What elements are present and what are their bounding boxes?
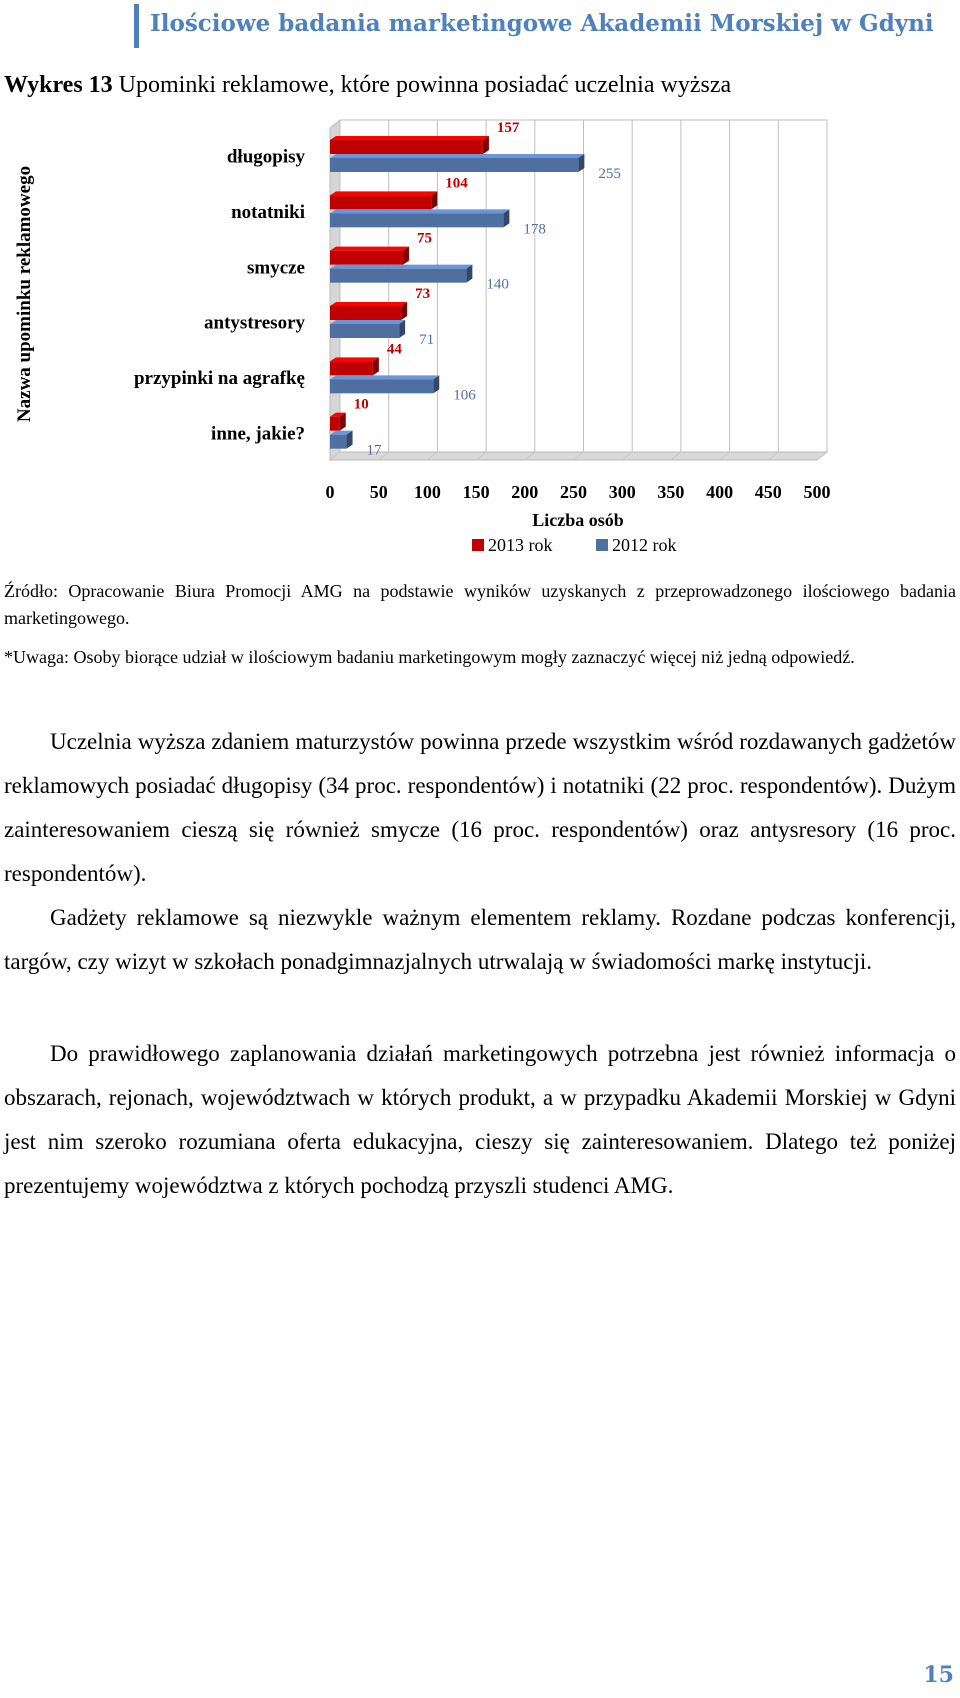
bar-2012rok: [330, 324, 399, 338]
category-label: długopisy: [226, 146, 305, 168]
bar-top-2013rok: [330, 357, 379, 361]
bar-2013rok: [330, 195, 431, 209]
legend-label: 2013 rok: [488, 535, 553, 555]
body-paragraph-1: Uczelnia wyższa zdaniem maturzystów powinna przede wszystkim wśród rozdawanych gadżetów reklamowych posiadać długopisy (34 proc. respondentów) i notatniki (22 proc. respondentów). Dużym zainteresowaniem cieszą się również smycze (16 proc. respondentów) oraz antysresory (16 proc. respondentów).: [4, 729, 956, 886]
data-label: 255: [598, 166, 621, 182]
data-label: 104: [445, 175, 468, 192]
x-tick-label: 200: [511, 482, 539, 502]
legend-swatch: [472, 539, 484, 551]
bar-2013rok: [330, 361, 373, 375]
bar-top-2013rok: [330, 136, 489, 140]
x-tick-label: 150: [462, 482, 490, 502]
bar-2012rok: [330, 213, 503, 227]
x-tick-label: 400: [706, 482, 734, 502]
legend: [472, 535, 677, 555]
legend-label: 2012 rok: [612, 535, 677, 555]
bar-top-2012rok: [330, 154, 584, 158]
figure-title: [4, 72, 731, 99]
category-label: antystresory: [204, 312, 305, 334]
bar-2012rok: [330, 269, 466, 283]
data-label: 10: [353, 396, 369, 413]
bar-2013rok: [330, 417, 340, 431]
bar-2013rok: [330, 306, 401, 320]
data-label: 73: [415, 286, 431, 302]
bar-chart: [0, 110, 960, 570]
data-label: 157: [496, 120, 520, 136]
bar-2012rok: [330, 158, 578, 172]
bar-top-2012rok: [330, 320, 405, 324]
data-label: 44: [386, 341, 402, 358]
bar-top-2013rok: [330, 302, 407, 306]
bar-2012rok: [330, 435, 347, 449]
category-label: smycze: [246, 257, 305, 279]
page-number: 15: [923, 1662, 954, 1688]
data-label: 106: [453, 387, 476, 404]
x-tick-label: 50: [369, 482, 388, 502]
figure-label: Wykres 13: [4, 72, 113, 98]
page-header-title: Ilościowe badania marketingowe Akademii Morskiej w Gdyni: [150, 10, 934, 37]
x-tick-label: 250: [560, 482, 587, 502]
remark-note: *Uwaga: Osoby biorące udział w ilościowym badaniu marketingowym mogły zaznaczyć więcej niż jedną odpowiedź.: [4, 647, 855, 667]
data-label: 140: [486, 276, 509, 293]
y-axis-title: Nazwa upominku reklamowego: [14, 165, 35, 423]
x-tick-label: 100: [413, 482, 441, 502]
x-tick-label: 300: [608, 482, 636, 502]
source-note: Źródło: Opracowanie Biura Promocji AMG na podstawie wyników uzyskanych z przeprowadzonego ilościowego badania marketingowego.: [4, 581, 956, 628]
data-label: 17: [366, 442, 382, 459]
body-paragraph-2: Gadżety reklamowe są niezwykle ważnym elementem reklamy. Rozdane podczas konferencji, targów, czy wizyt w szkołach ponadgimnazjalnych utrwalają w świadomości markę instytucji.: [4, 905, 956, 974]
bar-top-2012rok: [330, 265, 472, 269]
x-tick-label: 450: [754, 482, 782, 502]
bar-top-2013rok: [330, 191, 437, 195]
data-label: 75: [417, 230, 433, 247]
category-label: inne, jakie?: [211, 423, 305, 445]
category-label: notatniki: [231, 202, 305, 223]
category-label: przypinki na agrafkę: [133, 368, 305, 389]
bar-top-2013rok: [330, 247, 409, 251]
body-paragraph-3: Do prawidłowego zaplanowania działań marketingowych potrzebna jest również informacja o obszarach, rejonach, województwach w których produkt, a w przypadku Akademii Morskiej w Gdyni jest nim szeroko rozumiana oferta edukacyjna, cieszy się zainteresowaniem. Dlatego też poniżej prezentujemy województwa z których pochodzą przyszli studenci AMG.: [4, 1041, 956, 1198]
data-label: 178: [523, 221, 546, 238]
bar-2012rok: [330, 379, 433, 393]
bar-top-2012rok: [330, 375, 439, 379]
x-tick-label: 0: [325, 482, 335, 502]
figure-caption: Upominki reklamowe, które powinna posiadać uczelnia wyższa: [118, 72, 732, 98]
legend-swatch: [596, 539, 608, 551]
x-tick-label: 350: [657, 482, 685, 502]
x-tick-label: 500: [803, 482, 831, 502]
bar-2013rok: [330, 251, 403, 265]
x-axis-title: Liczba osób: [532, 510, 624, 530]
bar-2013rok: [330, 140, 483, 154]
bar-top-2012rok: [330, 209, 509, 213]
data-label: 71: [419, 332, 435, 348]
header-accent-bar: [134, 4, 139, 48]
